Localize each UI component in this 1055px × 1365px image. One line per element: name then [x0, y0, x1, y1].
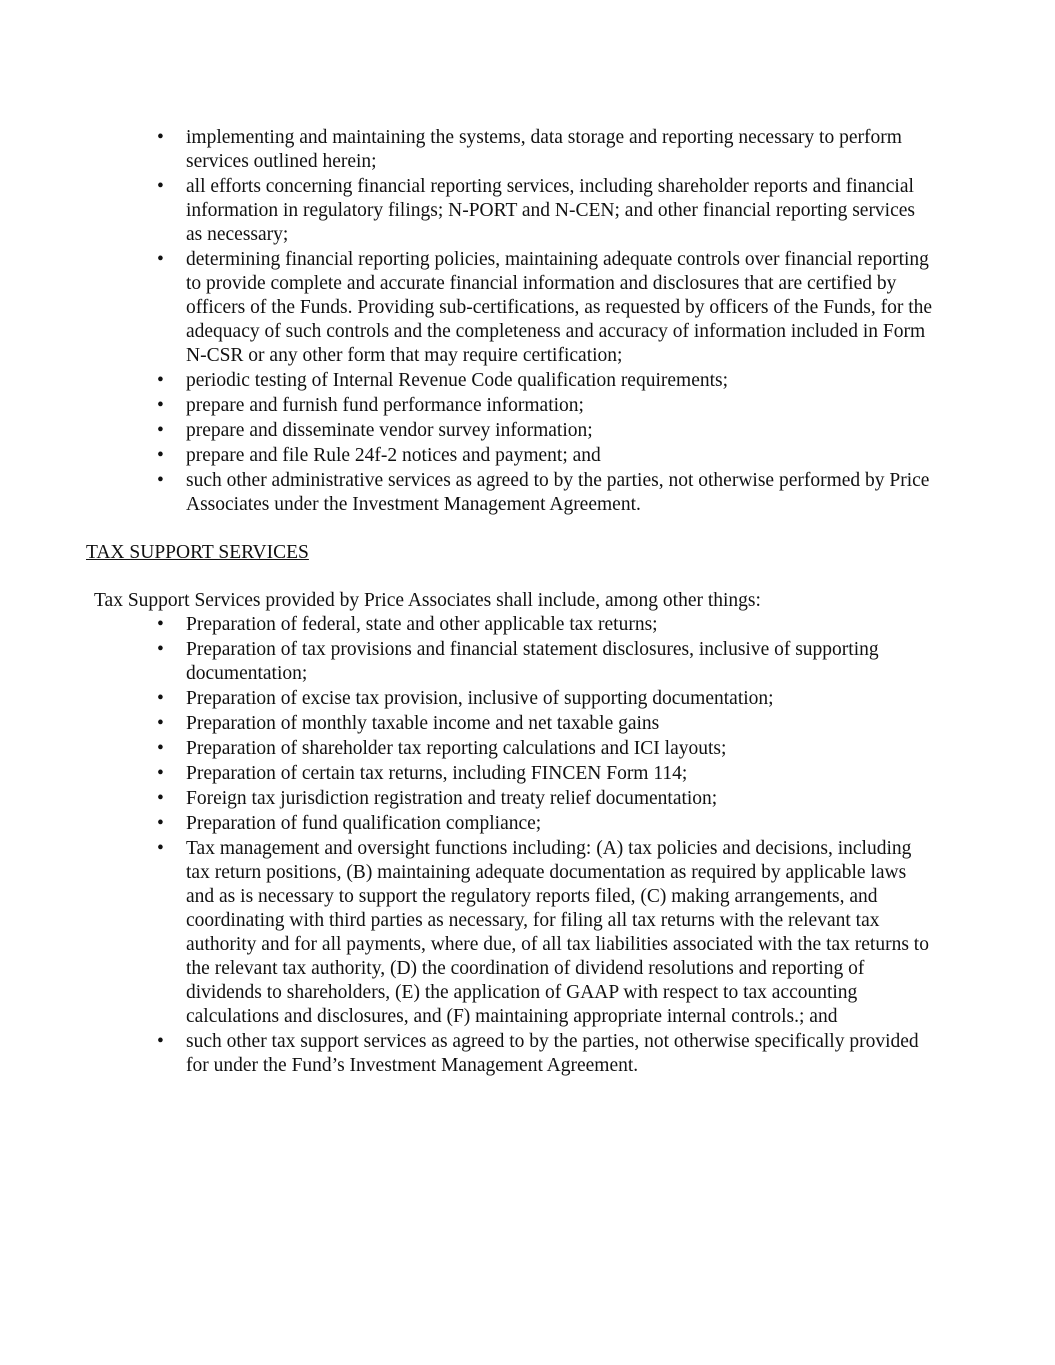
list-item-text: prepare and furnish fund performance information;: [186, 395, 584, 416]
bullet-icon: •: [157, 470, 164, 491]
bullet-icon: •: [157, 249, 164, 270]
list-item: [157, 394, 936, 418]
list-item: [157, 419, 936, 443]
bullet-icon: •: [157, 838, 164, 859]
bullet-icon: •: [157, 688, 164, 709]
list-item: [157, 613, 936, 637]
bullet-icon: •: [157, 614, 164, 635]
bullet-icon: •: [157, 395, 164, 416]
list-item-text: Preparation of fund qualification compliance;: [186, 813, 542, 834]
bullet-icon: •: [157, 176, 164, 197]
list-item: [157, 762, 936, 786]
bullet-icon: •: [157, 420, 164, 441]
list-item: [157, 812, 936, 836]
list-item: [157, 787, 936, 811]
bullet-icon: •: [157, 1031, 164, 1052]
list-item-text: such other tax support services as agreed to by the parties, not otherwise specifically provided for under the Fund’s Investment Management Agreement.: [186, 1031, 919, 1076]
list-item: [157, 712, 936, 736]
list-item-text: Preparation of certain tax returns, including FINCEN Form 114;: [186, 763, 688, 784]
list-item-text: such other administrative services as agreed to by the parties, not otherwise performed by Price Associates under the Investment Management Agreement.: [186, 470, 930, 515]
list-item: [157, 737, 936, 761]
admin-services-list: [157, 126, 936, 518]
bullet-icon: •: [157, 370, 164, 391]
section-intro: Tax Support Services provided by Price Associates shall include, among other things:: [94, 590, 761, 611]
tax-services-list: [157, 613, 936, 1079]
list-item: [157, 638, 936, 686]
list-item-text: periodic testing of Internal Revenue Code qualification requirements;: [186, 370, 729, 391]
section-heading: TAX SUPPORT SERVICES: [86, 542, 309, 563]
list-item-text: Foreign tax jurisdiction registration and treaty relief documentation;: [186, 788, 718, 809]
list-item: [157, 126, 936, 174]
list-item-text: all efforts concerning financial reporting services, including shareholder reports and financial information in regulatory filings; N-PORT and N-CEN; and other financial reporting services as necessary;: [186, 176, 916, 245]
list-item: [157, 175, 936, 247]
bullet-icon: •: [157, 788, 164, 809]
bullet-icon: •: [157, 127, 164, 148]
list-item-text: Preparation of tax provisions and financial statement disclosures, inclusive of supporting documentation;: [186, 639, 879, 684]
bullet-icon: •: [157, 738, 164, 759]
bullet-icon: •: [157, 713, 164, 734]
bullet-icon: •: [157, 813, 164, 834]
bullet-icon: •: [157, 763, 164, 784]
list-item-text: Preparation of excise tax provision, inclusive of supporting documentation;: [186, 688, 774, 709]
list-item-text: prepare and file Rule 24f-2 notices and payment; and: [186, 445, 601, 466]
list-item: [157, 837, 936, 1029]
list-item-text: determining financial reporting policies, maintaining adequate controls over financial reporting to provide complete and accurate financial information and disclosures that are certified by officers of the Funds. Providing sub-certifications, as requested by officers of the Funds, for the adequacy of such controls and the completeness and accuracy of information included in Form N-CSR or any other form that may require certification;: [186, 249, 933, 366]
list-item-text: prepare and disseminate vendor survey information;: [186, 420, 593, 441]
list-item-text: Preparation of federal, state and other applicable tax returns;: [186, 614, 658, 635]
list-item: [157, 248, 936, 368]
list-item: [157, 1030, 936, 1078]
bullet-icon: •: [157, 639, 164, 660]
list-item: [157, 687, 936, 711]
list-item: [157, 444, 936, 468]
list-item-text: implementing and maintaining the systems, data storage and reporting necessary to perform services outlined herein;: [186, 127, 902, 172]
list-item-text: Preparation of monthly taxable income and net taxable gains: [186, 713, 660, 734]
list-item: [157, 369, 936, 393]
list-item-text: Tax management and oversight functions including: (A) tax policies and decisions, including tax return positions, (B) maintaining adequate documentation as required by applicable laws and as is necessary to support the regulatory reports filed, (C) making arrangements, and coordinating with third parties as necessary, for filing all tax returns with the relevant tax authority and for all payments, where due, of all tax liabilities associated with the tax returns to the relevant tax authority, (D) the coordination of dividend resolutions and reporting of dividends to shareholders, (E) the application of GAAP with respect to tax accounting calculations and disclosures, and (F) maintaining appropriate internal controls.; and: [186, 838, 929, 1027]
list-item-text: Preparation of shareholder tax reporting calculations and ICI layouts;: [186, 738, 727, 759]
list-item: [157, 469, 936, 517]
bullet-icon: •: [157, 445, 164, 466]
